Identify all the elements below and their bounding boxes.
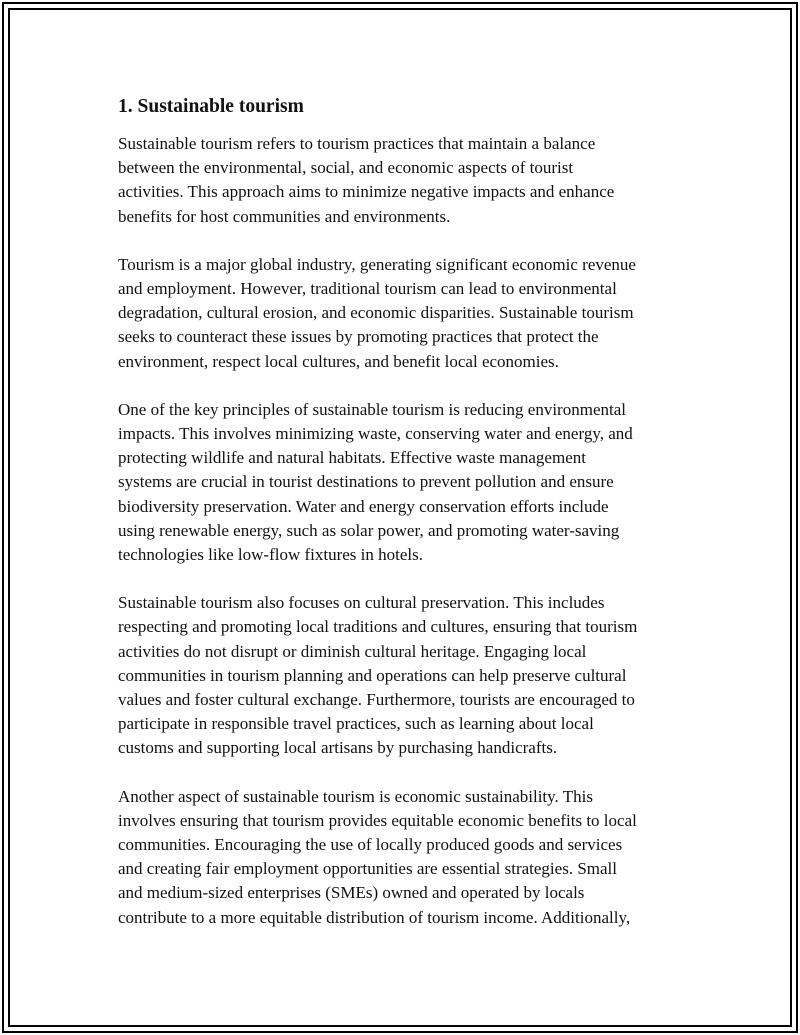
- paragraph-environmental: One of the key principles of sustainable tourism is reducing environmental impacts. This involves minimizing waste, conserving water and energy, and protecting wildlife and natural habitats. Effective waste management systems are crucial in tourist destinations to prevent pollution and ensure biodiversity preservation. Water and energy conservation efforts include using renewable energy, such as solar power, and promoting water-saving technologies like low-flow fixtures in hotels.: [118, 399, 633, 565]
- paragraph-economic: Another aspect of sustainable tourism is economic sustainability. This involves ensuring that tourism provides equitable economic benefits to local communities. Encouraging the use of locally produced goods and services and creating fair employment opportunities are essential strategies. Small and medium-sized enterprises (SMEs) owned and operated by locals contribute to a more equitable distribution of tourism income. Additionally,: [118, 786, 637, 927]
- paragraph-definition: Sustainable tourism refers to tourism practices that maintain a balance between the environmental, social, and economic aspects of tourist activities. This approach aims to minimize negative impacts and enhance benefits for host communities and environments.: [118, 134, 615, 226]
- paragraph-cultural: Sustainable tourism also focuses on cultural preservation. This includes respecting and promoting local traditions and cultures, ensuring that tourism activities do not disrupt or diminish cultural heritage. Engaging local communities in tourism planning and operations can help preserve cultural values and foster cultural exchange. Furthermore, tourists are encouraged to participate in responsible travel practices, such as learning about local customs and supporting local artisans by purchasing handicrafts.: [118, 593, 638, 758]
- section-title: 1. Sustainable tourism: [118, 96, 304, 117]
- document-content: [118, 94, 698, 954]
- paragraph-industry: Tourism is a major global industry, generating significant economic revenue and employment. However, traditional tourism can lead to environmental degradation, cultural erosion, and economic disparities. Sustainable tourism seeks to counteract these issues by promoting practices that protect the environment, respect local cultures, and benefit local economies.: [118, 254, 636, 371]
